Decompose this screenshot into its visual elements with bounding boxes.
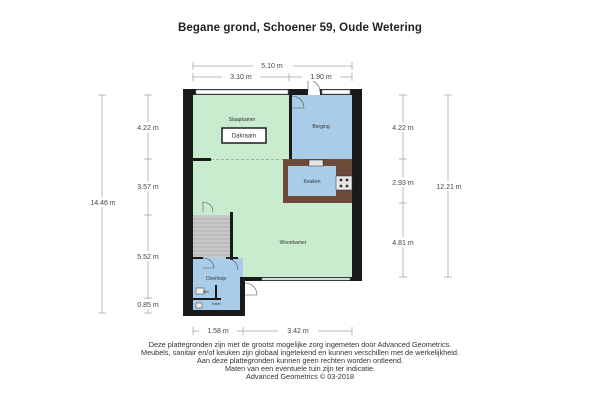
dim-label-top-left [222, 71, 260, 81]
dakraam-label: Dakraam [231, 133, 257, 140]
svg-text:3.10 m: 3.10 m [230, 74, 252, 81]
svg-text:1.58 m: 1.58 m [207, 328, 229, 335]
svg-text:3.57 m: 3.57 m [137, 184, 159, 191]
disclaimer-line: Meubels, sanitair en/of keuken zijn globaal ingetekend en kunnen verschillen met de werkelijkheid. [140, 347, 459, 357]
svg-text:2.93 m: 2.93 m [392, 180, 414, 187]
room-label-berging: Berging [312, 124, 330, 130]
dim-label-bottom-left [199, 325, 237, 335]
dim-label-left-4 [129, 299, 167, 309]
dim-label-right-1 [384, 122, 422, 132]
sink [309, 160, 323, 166]
toilet-fixture [196, 303, 202, 308]
dim-label-left-total [84, 197, 122, 207]
svg-text:14.46 m: 14.46 m [90, 200, 116, 207]
dim-label-left-3 [129, 251, 167, 261]
svg-text:12.21 m: 12.21 m [436, 184, 462, 191]
dim-label-top-total [253, 60, 293, 70]
svg-text:4.22 m: 4.22 m [137, 125, 159, 132]
room-stairs [193, 215, 230, 258]
room-label-sleep: Slaapkamer [228, 117, 256, 123]
disclaimer-line: Deze plattegronden zijn met de grootst mogelijke zorg ingemeten door Advanced Geometrics. [148, 340, 452, 349]
svg-text:5.10 m: 5.10 m [261, 63, 283, 70]
dim-label-bottom-right [278, 325, 318, 335]
dim-label-right-2 [384, 177, 422, 187]
dim-label-right-total [428, 181, 470, 191]
stove [336, 176, 352, 190]
disclaimer-line: Aan deze plattegronden kunnen geen rechten worden ontleend. [196, 355, 404, 365]
room-label-mk: MK [203, 289, 209, 294]
dim-label-right-3 [384, 237, 422, 247]
dim-label-top-right [302, 71, 340, 81]
disclaimer [0, 341, 600, 381]
dim-label-left-2 [129, 181, 167, 191]
dim-label-left-1 [129, 122, 167, 132]
svg-text:4.81 m: 4.81 m [392, 240, 414, 247]
svg-text:5.52 m: 5.52 m [137, 254, 159, 261]
disclaimer-line: Maten van een eventuele tuin zijn ter indicatie. [224, 363, 376, 373]
svg-text:1.90 m: 1.90 m [310, 74, 332, 81]
svg-text:0.85 m: 0.85 m [137, 302, 159, 309]
room-label-overloop: Overloop [205, 276, 227, 282]
room-label-keuken: Keuken [303, 179, 321, 185]
room-label-toilet: Toilet [211, 301, 221, 306]
copyright-line: Advanced Geometrics © 03-2018 [246, 371, 354, 381]
room-label-woonkamer: Woonkamer [279, 240, 307, 246]
svg-text:4.22 m: 4.22 m [392, 125, 414, 132]
plan-title: Begane grond, Schoener 59, Oude Wetering [177, 22, 423, 34]
svg-text:3.42 m: 3.42 m [287, 328, 309, 335]
